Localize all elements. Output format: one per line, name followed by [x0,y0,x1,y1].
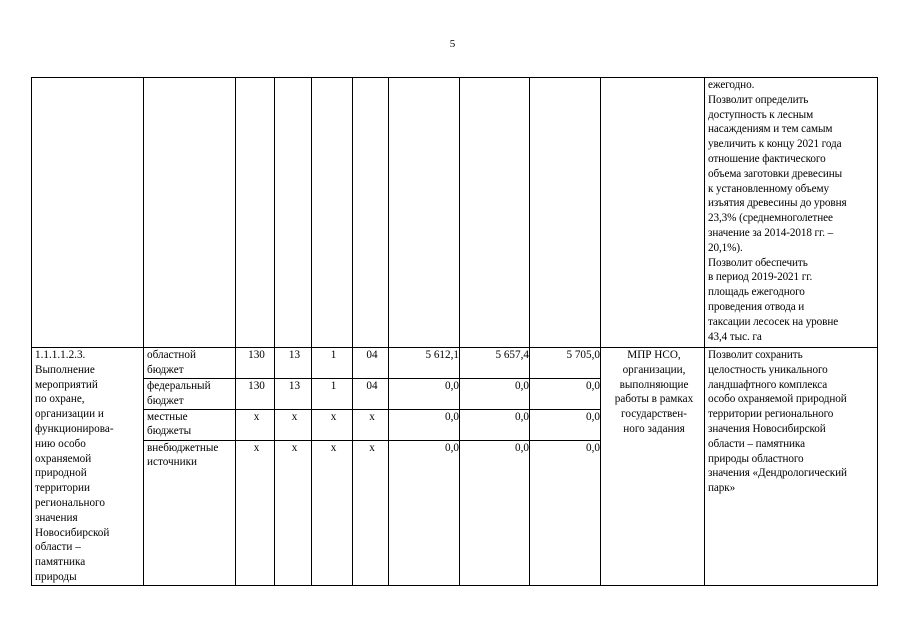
code-gp: 13 [275,348,312,379]
code-om: х [353,409,389,440]
code-gp: 13 [275,378,312,409]
amount-year-3: 0,0 [530,409,601,440]
code-grbs: х [236,440,275,585]
code-pgp: х [312,440,353,585]
amount-year-2: 0,0 [460,409,530,440]
executor: МПР НСО, организации, выполняющие работы в рамках государствен- ного задания [601,348,705,586]
code-om: х [353,440,389,585]
code-om: 04 [353,378,389,409]
amount-year-3: 0,0 [530,440,601,585]
empty-cell [460,78,530,348]
program-measures-table [31,77,878,586]
empty-cell [389,78,460,348]
code-grbs: 130 [236,348,275,379]
empty-cell [144,78,236,348]
empty-cell [236,78,275,348]
code-pgp: 1 [312,378,353,409]
empty-cell [32,78,144,348]
amount-year-2: 0,0 [460,440,530,585]
amount-year-1: 5 612,1 [389,348,460,379]
amount-year-3: 0,0 [530,378,601,409]
code-grbs: 130 [236,378,275,409]
funding-source: федеральный бюджет [144,378,236,409]
empty-cell [275,78,312,348]
empty-cell [530,78,601,348]
continued-row [32,78,878,348]
funding-source: областной бюджет [144,348,236,379]
expected-result-continued: ежегодно. Позволит определить доступность к лесным насаждениям и тем самым увеличить к концу 2021 года отношение фактического объема заготовки древесины к установленному объему изъятия древесины до уровня 23,3% (среднемноголетнее значение за 2014-2018 гг. – 20,1%). Позволит обеспечить в период 2019-2021 гг. площадь ежегодного проведения отвода и таксации лесосек на уровне 43,4 тыс. га [705,78,878,348]
code-gp: х [275,440,312,585]
amount-year-1: 0,0 [389,409,460,440]
empty-cell [312,78,353,348]
code-pgp: 1 [312,348,353,379]
code-grbs: х [236,409,275,440]
funding-source: местные бюджеты [144,409,236,440]
amount-year-1: 0,0 [389,440,460,585]
expected-result: Позволит сохранить целостность уникального ландшафтного комплекса особо охраняемой природной территории регионального значения Новосибирской области – памятника природы областного значения «Дендрологический парк» [705,348,878,586]
code-pgp: х [312,409,353,440]
code-om: 04 [353,348,389,379]
amount-year-1: 0,0 [389,378,460,409]
measure-name: 1.1.1.1.2.3. Выполнение мероприятий по охране, организации и функционирова- нию особо охраняемой природной территории регионального значения Новосибирской области – памятника природы [32,348,144,586]
amount-year-2: 0,0 [460,378,530,409]
amount-year-3: 5 705,0 [530,348,601,379]
empty-cell [353,78,389,348]
empty-cell [601,78,705,348]
page-number: 5 [449,38,456,50]
funding-source: внебюджетные источники [144,440,236,585]
amount-year-2: 5 657,4 [460,348,530,379]
funding-row [32,348,878,379]
code-gp: х [275,409,312,440]
